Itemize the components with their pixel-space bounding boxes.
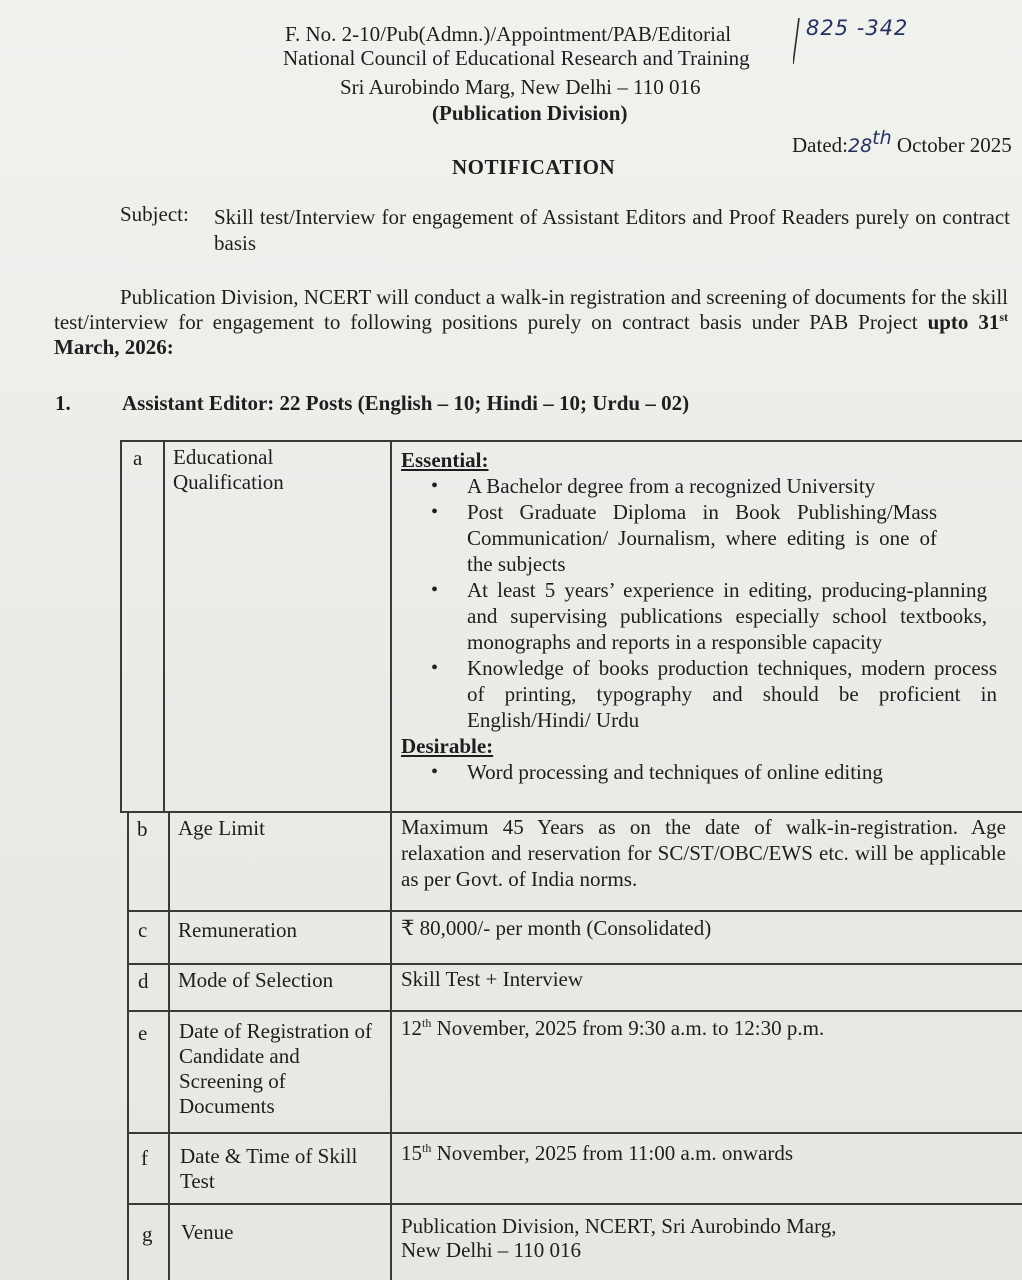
dated-line <box>792 127 1012 158</box>
row-c-letter: c <box>138 918 148 942</box>
intro-paragraph <box>54 285 1008 360</box>
notification-title: NOTIFICATION <box>452 155 616 179</box>
row-a-qualifications <box>401 447 1011 785</box>
dated-month-year: October 2025 <box>896 133 1012 157</box>
row-e-label: Date of Registration of Candidate and Screening of Documents <box>179 1019 373 1118</box>
list-item: • At least 5 years’ experience in editing, producing-planning and supervising publications especially school textbooks, monographs and reports in a responsible capacity <box>401 577 987 655</box>
row-a-letter: a <box>133 446 143 470</box>
intro-text: Publication Division, NCERT will conduct a walk-in registration and screening of documents for the skill test/interview for engagement to following positions purely on contract basis under PAB Project <box>54 285 1008 334</box>
intro-deadline-a: upto 31 <box>927 310 1000 334</box>
subject-label: Subject: <box>120 202 189 226</box>
row-f-label: Date & Time of Skill Test <box>180 1144 358 1193</box>
section-number: 1. <box>55 391 71 415</box>
dated-day-handwritten: 28 <box>847 135 873 157</box>
division-name: (Publication Division) <box>432 101 628 125</box>
dated-day-suffix: th <box>872 127 892 149</box>
intro-deadline-b: March, 2026: <box>54 335 174 359</box>
row-b-letter: b <box>137 817 148 841</box>
desirable-list <box>401 759 1011 785</box>
council-address: Sri Aurobindo Marg, New Delhi – 110 016 <box>340 75 701 99</box>
essential-label: Essential: <box>401 448 489 472</box>
row-c-label: Remuneration <box>178 918 297 942</box>
row-f-day-suffix: th <box>422 1141 432 1155</box>
list-item: • A Bachelor degree from a recognized University <box>401 473 937 499</box>
row-f-value <box>401 1140 1006 1166</box>
subject-text: Skill test/Interview for engagement of Assistant Editors and Proof Readers purely on contract basis <box>214 205 1010 255</box>
handwritten-reference: 825 -342 <box>806 16 909 40</box>
row-b-value: Maximum 45 Years as on the date of walk-in-registration. Age relaxation and reservation for SC/ST/OBC/EWS etc. will be applicable as per Govt. of India norms. <box>401 815 1006 891</box>
file-number: F. No. 2-10/Pub(Admn.)/Appointment/PAB/Editorial <box>285 22 732 46</box>
list-item: • Word processing and techniques of online editing <box>401 759 987 785</box>
row-d-label: Mode of Selection <box>178 968 334 992</box>
row-d-letter: d <box>138 969 149 993</box>
row-b-label: Age Limit <box>178 816 265 840</box>
council-name: National Council of Educational Research and Training <box>283 46 750 70</box>
intro-deadline-sup: st <box>999 310 1009 324</box>
row-g-letter: g <box>142 1222 153 1246</box>
row-e-day: 12 <box>401 1016 422 1040</box>
row-d-value: Skill Test + Interview <box>401 967 584 991</box>
row-e-letter: e <box>138 1021 148 1045</box>
dated-label: Dated: <box>792 133 848 157</box>
row-g-label: Venue <box>181 1220 234 1244</box>
row-c-value: ₹ 80,000/- per month (Consolidated) <box>401 916 712 940</box>
row-e-rest: November, 2025 from 9:30 a.m. to 12:30 p.m. <box>431 1016 825 1040</box>
row-g-value: Publication Division, NCERT, Sri Aurobindo Marg, New Delhi – 110 016 <box>401 1214 837 1262</box>
list-item: • Post Graduate Diploma in Book Publishing/Mass Communication/ Journalism, where editing is one of the subjects <box>401 499 937 577</box>
row-f-day: 15 <box>401 1141 422 1165</box>
row-f-rest: November, 2025 from 11:00 a.m. onwards <box>431 1141 794 1165</box>
section-title: Assistant Editor: 22 Posts (English – 10; Hindi – 10; Urdu – 02) <box>122 391 690 415</box>
row-f-letter: f <box>141 1146 148 1170</box>
row-e-day-suffix: th <box>422 1016 432 1030</box>
essential-list <box>401 473 1011 733</box>
row-e-value <box>401 1015 1006 1041</box>
list-item: • Knowledge of books production techniques, modern process of printing, typography and should be proficient in English/Hindi/ Urdu <box>401 655 997 733</box>
row-a-label: Educational Qualification <box>173 445 284 494</box>
desirable-label: Desirable: <box>401 734 494 758</box>
